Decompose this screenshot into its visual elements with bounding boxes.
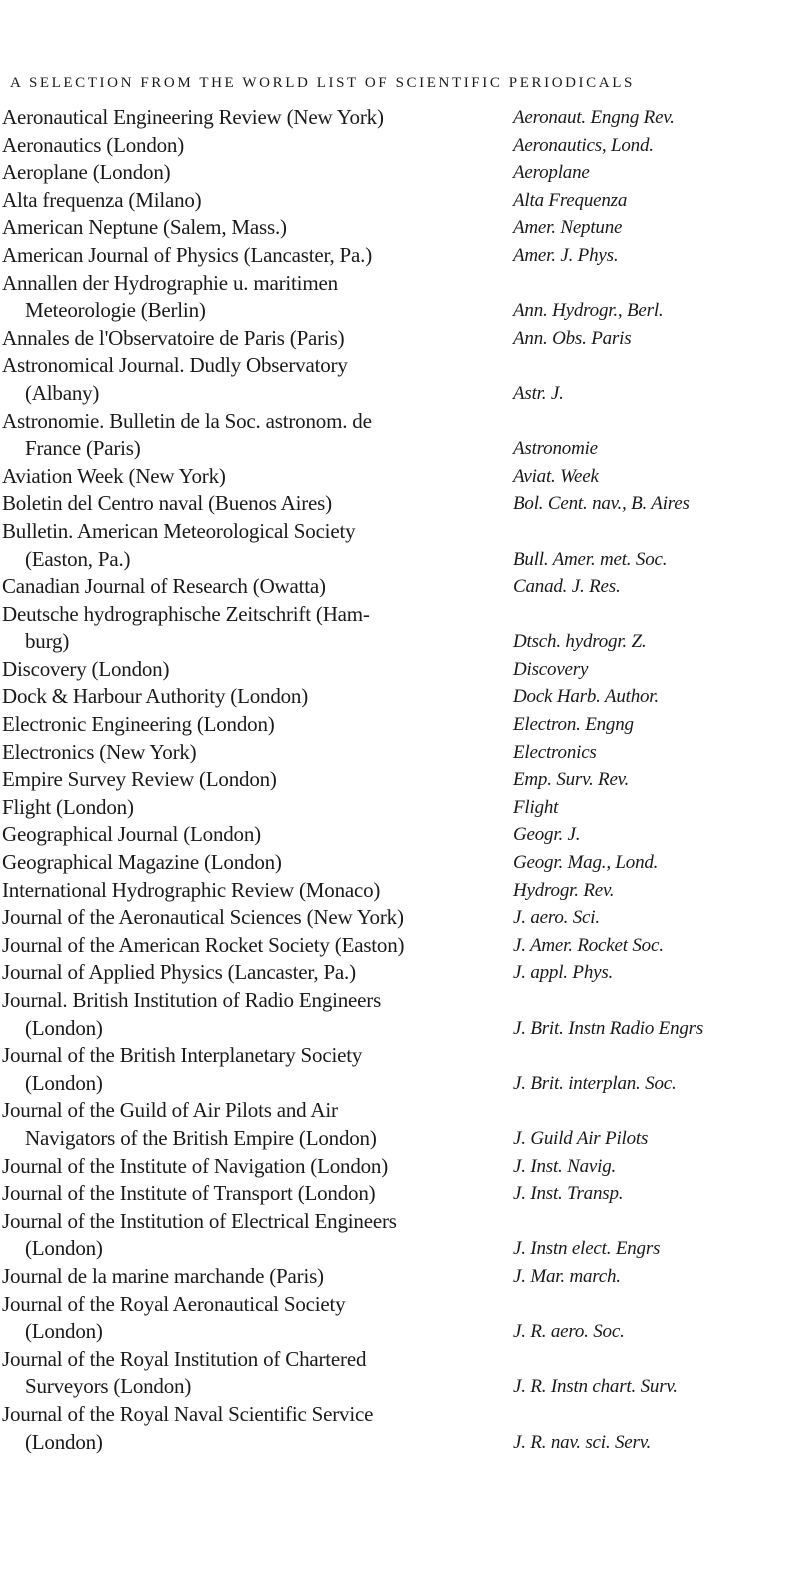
periodical-abbreviation: J. R. Instn chart. Surv. [513,1376,678,1398]
periodical-entry [0,1208,800,1263]
periodical-abbreviation: Hydrogr. Rev. [513,879,615,901]
periodical-title [0,904,488,932]
periodical-abbreviation: J. Guild Air Pilots [513,1127,649,1149]
periodical-entry [0,463,800,491]
periodical-abbreviation: Aviat. Week [513,465,599,487]
periodical-title-continuation: Surveyors (London) [25,1374,192,1399]
periodical-title-continuation: (London) [25,1236,103,1261]
periodical-title [0,104,488,132]
periodical-entry [0,1180,800,1208]
periodical-abbreviation: Alta Frequenza [513,189,628,211]
periodical-entry [0,849,800,877]
periodical-abbreviation: Electron. Engng [513,714,634,736]
periodical-abbreviation: J. Inst. Navig. [513,1155,617,1177]
periodical-title-continuation: (London) [25,1429,103,1454]
periodical-title-continuation: (London) [25,1070,103,1095]
periodical-title-line: Annales de l'Observatoire de Paris (Paris) [2,325,345,350]
periodical-abbreviation: J. Mar. march. [513,1265,621,1287]
periodical-entry [0,766,800,794]
periodical-title [0,132,488,160]
periodical-title [0,270,488,325]
periodical-entry [0,159,800,187]
periodical-title-line: Geographical Journal (London) [2,822,261,847]
periodical-title-line: Journal of the Royal Institution of Chartered [2,1346,367,1371]
periodical-abbreviation: J. Instn elect. Engrs [513,1238,661,1260]
periodical-title-line: Journal of Applied Physics (Lancaster, Pa.) [2,960,356,985]
periodical-title-line: American Journal of Physics (Lancaster, Pa.) [2,242,372,267]
periodical-title-line: Journal of the Institute of Transport (London) [2,1181,376,1206]
periodical-abbreviation: Geogr. Mag., Lond. [513,852,659,874]
periodical-abbreviation: Ann. Obs. Paris [513,327,632,349]
periodical-abbreviation: Amer. J. Phys. [513,244,619,266]
periodical-title [0,214,488,242]
periodical-title-line: Journal of the Institution of Electrical Engineers [2,1208,397,1233]
periodical-title-continuation: (Easton, Pa.) [25,546,131,571]
periodical-abbreviation: J. appl. Phys. [513,962,614,984]
periodical-title [0,1097,488,1152]
periodical-title-line: Journal of the Institute of Navigation (London) [2,1153,389,1178]
periodical-abbreviation: Bol. Cent. nav., B. Aires [513,493,690,515]
periodical-title-line: Discovery (London) [2,656,170,681]
periodical-title [0,1291,488,1346]
periodicals-list [0,104,800,1456]
periodical-entry [0,573,800,601]
periodical-abbreviation: J. Amer. Rocket Soc. [513,934,664,956]
periodical-title-line: Geographical Magazine (London) [2,850,282,875]
periodical-title-line: Journal of the American Rocket Society (Easton) [2,932,405,957]
periodical-title-line: Astronomical Journal. Dudly Observatory [2,353,348,378]
periodical-entry [0,1042,800,1097]
periodical-abbreviation: J. R. nav. sci. Serv. [513,1431,652,1453]
periodical-title [0,490,488,518]
periodical-abbreviation: J. aero. Sci. [513,907,600,929]
periodical-title-continuation: Meteorologie (Berlin) [25,298,206,323]
periodical-abbreviation: Astr. J. [513,382,564,404]
periodical-abbreviation: Aeronaut. Engng Rev. [513,107,675,128]
periodical-entry [0,270,800,325]
periodical-title-line: Electronic Engineering (London) [2,712,275,737]
periodical-title [0,352,488,407]
periodical-abbreviation: Dock Harb. Author. [513,686,659,708]
periodical-abbreviation: Emp. Surv. Rev. [513,769,630,791]
periodical-title [0,242,488,270]
periodical-abbreviation: Geogr. J. [513,824,581,846]
periodical-title-line: Journal of the Guild of Air Pilots and Air [2,1098,338,1123]
periodical-title [0,932,488,960]
periodical-abbreviation: Dtsch. hydrogr. Z. [513,631,647,653]
periodical-entry [0,1291,800,1346]
periodical-title [0,463,488,491]
periodical-title-line: Aeronautics (London) [2,132,185,157]
periodical-title [0,1208,488,1263]
periodical-title-line: American Neptune (Salem, Mass.) [2,215,287,240]
periodical-title [0,683,488,711]
periodical-abbreviation: Electronics [513,741,597,763]
periodical-title-line: Journal of the Royal Aeronautical Society [2,1291,346,1316]
periodical-title [0,1042,488,1097]
periodical-title [0,1153,488,1181]
periodical-title [0,959,488,987]
periodical-entry [0,904,800,932]
periodical-entry [0,1346,800,1401]
periodical-title-line: Journal. British Institution of Radio Engineers [2,988,382,1012]
periodical-abbreviation: Canad. J. Res. [513,576,621,598]
periodical-title-line: Boletin del Centro naval (Buenos Aires) [2,491,332,516]
periodical-title [0,766,488,794]
periodical-entry [0,739,800,767]
periodical-title [0,987,488,1042]
periodical-abbreviation: J. Brit. interplan. Soc. [513,1072,677,1094]
periodical-entry [0,1153,800,1181]
periodical-title [0,1263,488,1291]
periodical-entry [0,821,800,849]
periodical-title-line: Annallen der Hydrographie u. maritimen [2,270,338,295]
periodical-entry [0,1401,800,1456]
periodical-entry [0,242,800,270]
periodical-title [0,1401,488,1456]
periodical-entry [0,132,800,160]
periodical-title [0,656,488,684]
periodical-abbreviation: J. Inst. Transp. [513,1183,624,1205]
periodical-title-line: Journal of the Aeronautical Sciences (New York) [2,905,404,930]
periodical-title-line: Aviation Week (New York) [2,463,226,488]
periodical-abbreviation: Aeroplane [513,162,590,184]
periodical-title-line: Journal de la marine marchande (Paris) [2,1263,324,1288]
periodical-entry [0,877,800,905]
periodical-title-line: Journal of the British Interplanetary Society [2,1043,363,1068]
periodical-title [0,1346,488,1401]
periodical-title-line: Alta frequenza (Milano) [2,187,202,212]
periodical-title-continuation: (London) [25,1015,103,1040]
periodical-abbreviation: J. Brit. Instn Radio Engrs [513,1017,704,1039]
periodical-title-line: Journal of the Royal Naval Scientific Service [2,1401,374,1426]
periodical-title [0,573,488,601]
periodical-title [0,159,488,187]
periodical-entry [0,932,800,960]
periodical-title [0,1180,488,1208]
periodical-title [0,187,488,215]
periodical-title [0,821,488,849]
page-title: A SELECTION FROM THE WORLD LIST OF SCIENTIFIC PERIODICALS [10,75,635,91]
periodical-title-continuation: Navigators of the British Empire (London) [25,1125,377,1150]
periodical-title-line: Aeronautical Engineering Review (New York) [2,105,384,129]
periodical-title-continuation: (Albany) [25,380,100,405]
periodical-entry [0,104,800,132]
periodical-entry [0,1097,800,1152]
periodical-abbreviation: Astronomie [513,438,598,460]
periodical-title [0,408,488,463]
periodical-title-continuation: burg) [25,629,70,654]
periodical-entry [0,794,800,822]
periodical-entry [0,214,800,242]
periodical-title-line: Deutsche hydrographische Zeitschrift (Ham- [2,601,370,626]
periodical-entry [0,601,800,656]
periodical-title-line: Aeroplane (London) [2,160,171,185]
periodical-title-line: Astronomie. Bulletin de la Soc. astronom. de [2,408,372,433]
periodical-title [0,601,488,656]
periodical-title [0,877,488,905]
periodical-title-continuation: France (Paris) [25,436,141,461]
periodical-abbreviation: Ann. Hydrogr., Berl. [513,300,664,322]
periodical-entry [0,987,800,1042]
periodical-entry [0,959,800,987]
periodical-entry [0,325,800,353]
periodical-title-line: Dock & Harbour Authority (London) [2,684,309,709]
periodical-entry [0,187,800,215]
periodical-abbreviation: Discovery [513,658,589,680]
periodical-title [0,325,488,353]
periodical-title-line: Electronics (New York) [2,739,197,764]
periodical-entry [0,683,800,711]
periodical-title-line: Flight (London) [2,794,134,819]
periodical-title [0,739,488,767]
periodical-title [0,711,488,739]
periodical-abbreviation: Aeronautics, Lond. [513,134,654,156]
periodical-entry [0,1263,800,1291]
periodical-title-line: Canadian Journal of Research (Owatta) [2,574,326,599]
periodical-entry [0,518,800,573]
periodical-title-line: Empire Survey Review (London) [2,767,277,792]
periodical-entry [0,656,800,684]
periodical-abbreviation: Bull. Amer. met. Soc. [513,548,668,570]
periodical-abbreviation: Amer. Neptune [513,217,623,239]
periodical-abbreviation: J. R. aero. Soc. [513,1321,625,1343]
periodical-title-line: International Hydrographic Review (Monaco) [2,877,381,902]
periodical-entry [0,490,800,518]
periodical-abbreviation: Flight [513,796,559,818]
periodical-title [0,794,488,822]
periodical-title [0,518,488,573]
periodical-entry [0,408,800,463]
periodical-entry [0,711,800,739]
periodical-title [0,849,488,877]
periodical-title-continuation: (London) [25,1319,103,1344]
periodical-entry [0,352,800,407]
periodical-title-line: Bulletin. American Meteorological Society [2,518,356,543]
